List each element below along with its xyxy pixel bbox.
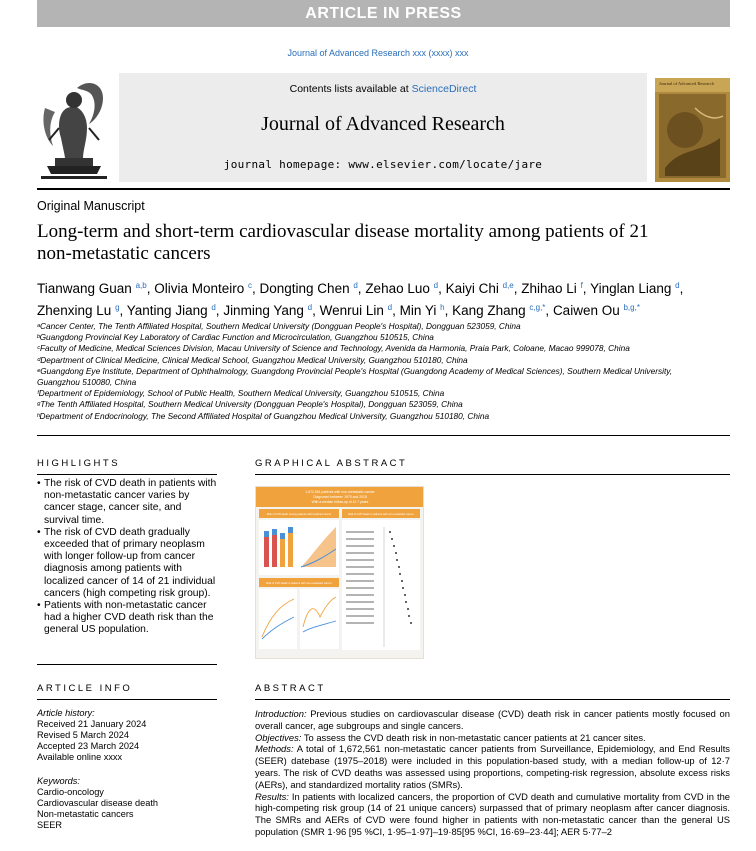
author-affiliation-marker[interactable]: d [433,281,439,290]
author-name[interactable]: Min Yi [399,303,441,318]
author-separator: , [215,303,224,318]
graphical-abstract-heading: GRAPHICAL ABSTRACT [255,458,408,469]
author-name[interactable]: Zhihao Li [521,281,581,296]
author-affiliation-marker[interactable]: d [353,281,358,290]
abstract-results: Results: In patients with localized cancers, the proportion of CVD death and cumulative mortality from CVD in the high-competing risk group (14 of 21 unique cancers) surpassed that of primary neoplasm after cancer diagnosis. The SMRs and AERs of CVD were found higher in patients with non-metastatic cancer than the general US population (SMR 1·96 [95 %CI, 1·95–1·97]–19·85[95 %CI, 16·69–23·44]; AER 5·77–2 [255,790,730,837]
journal-reference-link[interactable]: Journal of Advanced Research xxx (xxxx) xxx [287,48,469,58]
author-separator: , [444,303,453,318]
article-info-heading: ARTICLE INFO [37,683,133,694]
author-list [37,276,727,320]
history-item: Accepted 23 March 2024 [37,741,140,751]
abstract-heading: ABSTRACT [255,683,326,694]
author-name[interactable]: Dongting Chen [259,281,354,296]
abstract-methods: Methods: A total of 1,672,561 non-metastatic cancer patients from Surveillance, Epidemiology, and End Results (SEER) datebase (1975–2018) were included in this population-based study, with a median follow-up of 12·7 years. The risk of CVD deaths was assessed using proportions, competing-risk regression, absolute excess risks (AERs), and standardized mortality ratios (SMRs). [255,743,730,790]
ga-right-title: Risk of CVD death in patients with non-metastatic cancer [348,513,414,516]
affiliation-item: ᵉGuangdong Eye Institute, Department of Ophthalmology, Guangdong Provincial People's Hospital (Guangdong Academy of Medical Sciences), Southern Medical University, Guangzhou 510080, China [37,365,673,388]
header-rule [37,188,730,190]
author-separator: , [582,281,591,296]
author-name[interactable]: Caiwen Ou [552,303,624,318]
abstract-objectives: Objectives: To assess the CVD death risk in non-metastatic cancer patients at 21 cancer sites. [255,731,646,743]
cover-title: Journal of Advanced Research [659,81,714,86]
article-info-block [37,708,222,831]
affiliation-item: ᶠDepartment of Epidemiology, School of Public Health, Southern Medical University, Guangzhou 510515, China [37,388,445,399]
affiliation-item: ᵇGuangdong Provincial Key Laboratory of Cardiac Function and Microcirculation, Guangzhou 510515, China [37,332,434,343]
keyword-item: Cardiovascular disease death [37,798,159,808]
elsevier-logo [37,78,111,182]
author-separator: , [513,281,522,296]
author-separator: , [545,303,553,318]
highlights-rule [37,474,217,475]
author-name[interactable]: Yanting Jiang [126,303,212,318]
abstract-rule [255,699,730,700]
history-item: Received 21 January 2024 [37,719,147,729]
author-affiliation-marker[interactable]: d [211,303,216,312]
contents-prefix: Contents lists available at [289,83,409,95]
author-separator: , [312,303,320,318]
ga-top-line: Diagnosed between 1975 and 2018 [313,495,367,499]
article-info-rule [37,699,217,700]
journal-masthead [119,73,647,182]
bullet-icon: • [37,600,41,612]
author-separator: , [438,281,446,296]
author-affiliation-marker[interactable]: d [307,303,313,312]
keywords-label: Keywords: [37,776,80,786]
highlights-bottom-rule [37,664,217,665]
author-affiliation-marker[interactable]: d [387,303,393,312]
affiliation-item: ʰDepartment of Endocrinology, The Second Affiliated Hospital of Guangzhou Medical University, Guangzhou 510180, China [37,410,490,421]
author-separator: , [119,303,127,318]
highlight-item: • Patients with non-metastatic cancer had a higher CVD death risk than the general US population. [37,600,214,636]
keyword-item: SEER [37,820,63,830]
affiliation-item: ᶜFaculty of Medicine, Medical Sciences Division, Macau University of Science and Technology, Avenida da Harmonia, Praia Park, Coloane, Macao 999078, China [37,343,630,354]
highlight-item: • The risk of CVD death in patients with non-metastatic cancer varies by cancer stage, cancer site, and survival time. [37,478,217,526]
author-separator: , [679,281,684,296]
author-name[interactable]: Zehao Luo [365,281,434,296]
article-type-label: Original Manuscript [37,199,145,213]
bullet-icon: • [37,478,41,489]
author-separator: , [392,303,400,318]
author-name[interactable]: Jinming Yang [223,303,308,318]
affiliation-item: ᵈDepartment of Clinical Medicine, Clinical Medical School, Guangzhou Medical University, Guangzhou 510180, China [37,354,468,365]
author-affiliation-marker[interactable]: c [248,281,252,290]
author-affiliation-marker[interactable]: a,b [135,281,147,290]
journal-cover-image[interactable] [655,78,730,182]
graphical-abstract-rule [255,474,730,475]
author-affiliation-marker[interactable]: c,g,* [529,303,546,312]
graphical-abstract-image[interactable] [255,486,424,659]
author-affiliation-marker[interactable]: b,g,* [623,303,640,312]
ga-bottom-title: Risk of CVD death in patients with non-metastatic cancer [266,582,332,585]
ga-left-title: Risk of CVD death among patients with localized cancer [266,513,332,516]
sciencedirect-link[interactable]: ScienceDirect [411,83,477,95]
affiliation-list [37,321,697,422]
ga-top-line: 1,672,561 patients with non-metastatic cancer [305,490,375,494]
highlights-list [37,478,217,648]
author-affiliation-marker[interactable]: g [115,303,120,312]
author-affiliation-marker[interactable]: d,e [502,281,514,290]
author-name[interactable]: Zhenxing Lu [37,303,116,318]
history-item: Revised 5 March 2024 [37,730,129,740]
author-name[interactable]: Kang Zhang [452,303,530,318]
bullet-icon: • [37,526,41,538]
author-separator: , [357,281,366,296]
section-rule [37,435,730,436]
keyword-item: Cardio-oncology [37,787,104,797]
highlight-item: • The risk of CVD death gradually exceeded that of primary neoplasm with longer follow-up from cancer diagnosis among patients with localized cancer of 14 of 21 individual cancers (high competing risk group). [37,526,216,599]
affiliation-item: ᵃCancer Center, The Tenth Affiliated Hospital, Southern Medical University (Dongguan People's Hospital), Dongguan 523059, China [37,321,521,331]
author-affiliation-marker[interactable]: f [580,281,583,290]
highlights-heading: HIGHLIGHTS [37,458,121,469]
contents-line [119,83,647,95]
abstract-introduction: Introduction: Previous studies on cardiovascular disease (CVD) death risk in cancer patients mostly focused on overall cancer, age subgroups and single cancers. [255,708,730,731]
author-name[interactable]: Tianwang Guan [37,281,136,296]
author-name[interactable]: Kaiyi Chi [445,281,503,296]
journal-title: Journal of Advanced Research [261,113,505,135]
author-affiliation-marker[interactable]: h [440,303,445,312]
affiliation-item: ᵍThe Tenth Affiliated Hospital, Southern Medical University (Dongguan People's Hospital), Dongguan 523059, China [37,399,463,410]
author-separator: , [252,281,260,296]
keyword-item: Non-metastatic cancers [37,809,134,819]
author-name[interactable]: Yinglan Liang [590,281,676,296]
author-affiliation-marker[interactable]: d [675,281,680,290]
article-history-label: Article history: [37,708,95,718]
abstract-text [255,708,730,838]
author-separator: , [146,281,155,296]
author-name[interactable]: Wenrui Lin [319,303,388,318]
ga-top-line: With a median follow-up of 12.7 years [311,500,369,504]
article-title: Long-term and short-term cardiovascular disease mortality among patients of 21 non-metastatic cancers [37,221,649,264]
article-in-press-banner: ARTICLE IN PRESS [37,0,730,27]
author-name[interactable]: Olivia Monteiro [154,281,248,296]
journal-homepage-link[interactable]: journal homepage: www.elsevier.com/locate/jare [223,158,543,171]
history-item: Available online xxxx [37,752,123,762]
